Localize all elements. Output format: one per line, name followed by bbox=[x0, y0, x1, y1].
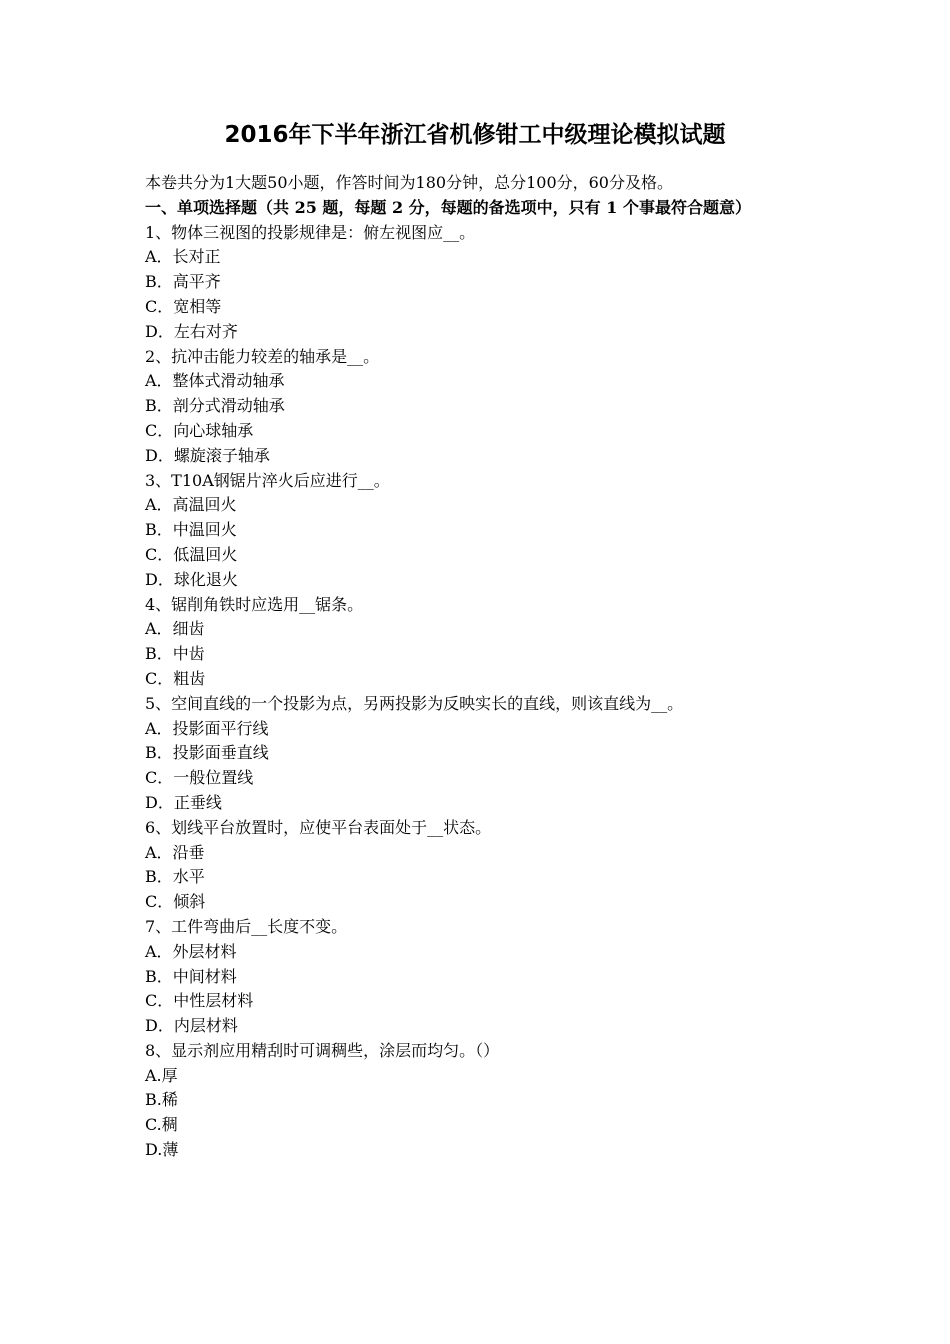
answer-option: C．粗齿 bbox=[145, 668, 206, 688]
question-stem: 5、空间直线的一个投影为点，另两投影为反映实长的直线，则该直线为__。 bbox=[145, 693, 684, 713]
answer-option: A．投影面平行线 bbox=[145, 718, 269, 738]
answer-option: D．正垂线 bbox=[145, 792, 222, 812]
answer-option: C．倾斜 bbox=[145, 892, 206, 912]
answer-option: B．中齿 bbox=[145, 644, 205, 664]
question-block bbox=[145, 1039, 825, 1163]
exam-content bbox=[145, 171, 825, 1163]
section-heading: 一、单项选择题（共 25 题，每题 2 分，每题的备选项中，只有 1 个事最符合题意） bbox=[145, 197, 751, 217]
answer-option: D．左右对齐 bbox=[145, 321, 238, 341]
answer-option: B．投影面垂直线 bbox=[145, 743, 269, 763]
page-title: 2016年下半年浙江省机修钳工中级理论模拟试题 bbox=[224, 122, 726, 148]
answer-option: C．向心球轴承 bbox=[145, 420, 254, 440]
question-stem: 7、工件弯曲后__长度不变。 bbox=[145, 916, 348, 936]
question-stem: 6、划线平台放置时，应使平台表面处于__状态。 bbox=[145, 817, 492, 837]
answer-option: A．沿垂 bbox=[145, 842, 205, 862]
answer-option: C．宽相等 bbox=[145, 296, 222, 316]
question-stem: 4、锯削角铁时应选用__锯条。 bbox=[145, 594, 364, 614]
answer-option: A．细齿 bbox=[145, 619, 205, 639]
question-block bbox=[145, 221, 825, 345]
answer-option: B．水平 bbox=[145, 867, 205, 887]
answer-option: C．一般位置线 bbox=[145, 768, 254, 788]
question-block bbox=[145, 345, 825, 469]
question-stem: 1、物体三视图的投影规律是：俯左视图应__。 bbox=[145, 222, 476, 242]
answer-option: B．中温回火 bbox=[145, 520, 237, 540]
question-block bbox=[145, 915, 825, 1039]
question-block bbox=[145, 692, 825, 816]
exam-intro: 本卷共分为1大题50小题，作答时间为180分钟，总分100分，60分及格。 bbox=[145, 173, 673, 192]
question-stem: 8、显示剂应用精刮时可调稠些，涂层而均匀。（） bbox=[145, 1040, 500, 1060]
answer-option: B．剖分式滑动轴承 bbox=[145, 396, 285, 416]
answer-option: C．低温回火 bbox=[145, 544, 238, 564]
answer-option: A．外层材料 bbox=[145, 941, 237, 961]
answer-option: D．内层材料 bbox=[145, 1016, 238, 1036]
answer-option: B.稀 bbox=[145, 1090, 178, 1110]
answer-option: A．长对正 bbox=[145, 247, 221, 267]
answer-option: D．球化退火 bbox=[145, 569, 238, 589]
answer-option: B．中间材料 bbox=[145, 966, 237, 986]
answer-option: A．高温回火 bbox=[145, 495, 237, 515]
answer-option: D.薄 bbox=[145, 1140, 179, 1160]
question-stem: 2、抗冲击能力较差的轴承是__。 bbox=[145, 346, 380, 366]
question-stem: 3、T10A钢锯片淬火后应进行__。 bbox=[145, 470, 390, 490]
question-block bbox=[145, 593, 825, 692]
answer-option: D．螺旋滚子轴承 bbox=[145, 445, 270, 465]
answer-option: B．高平齐 bbox=[145, 272, 221, 292]
answer-option: A.厚 bbox=[145, 1065, 178, 1085]
question-block bbox=[145, 816, 825, 915]
answer-option: A．整体式滑动轴承 bbox=[145, 371, 285, 391]
answer-option: C．中性层材料 bbox=[145, 991, 254, 1011]
question-block bbox=[145, 469, 825, 593]
answer-option: C.稠 bbox=[145, 1115, 178, 1135]
